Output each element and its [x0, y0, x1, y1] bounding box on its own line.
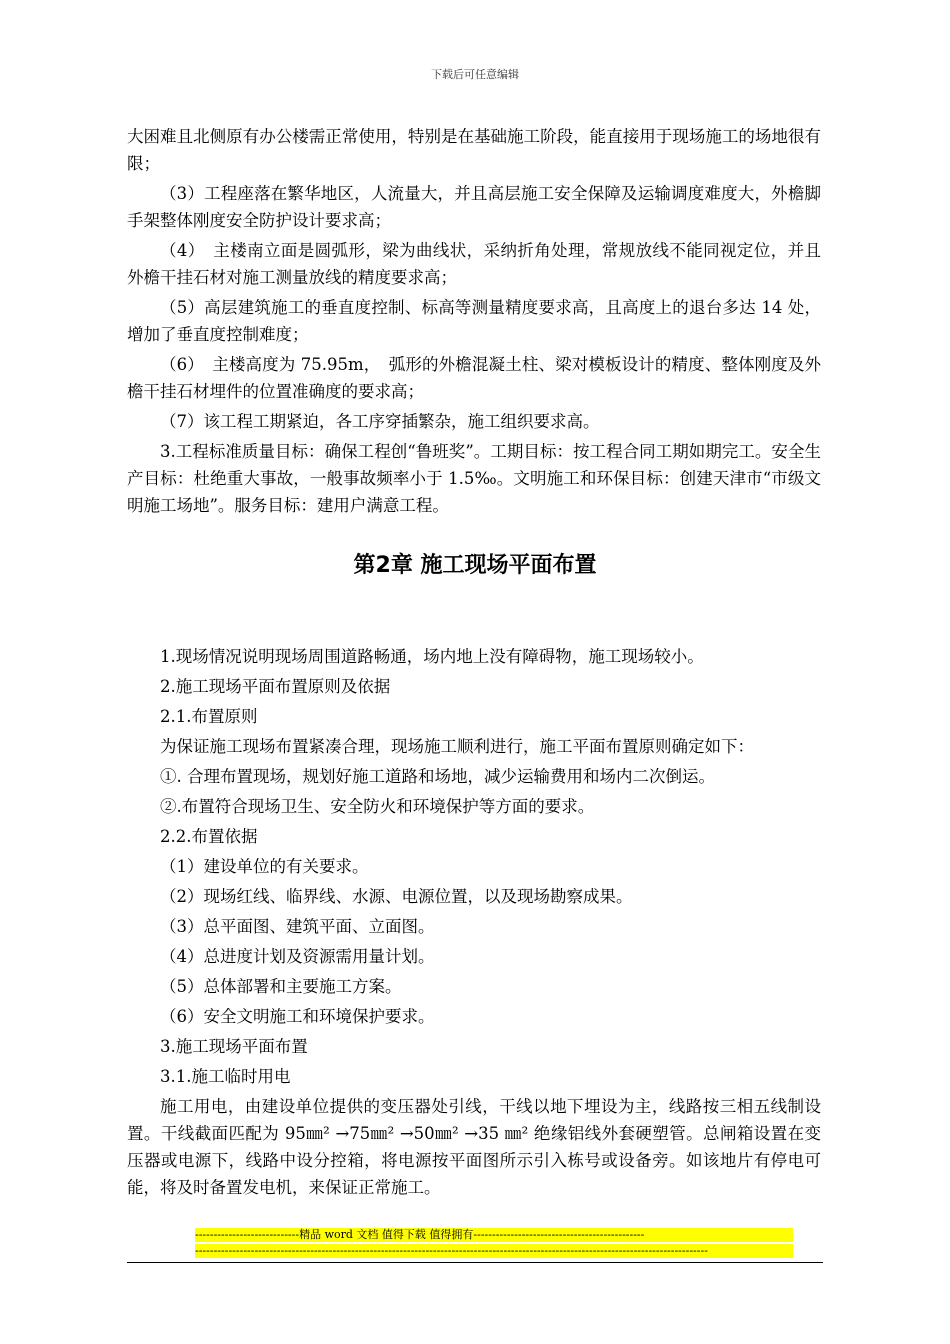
page-header: 下载后可任意编辑 — [431, 68, 519, 81]
paragraph: （3）工程座落在繁华地区，人流量大，并且高层施工安全保障及运输调度难度大，外檐脚手架整体刚度安全防护设计要求高； — [127, 184, 821, 230]
paragraph: 2.1.布置原则 — [160, 707, 258, 726]
paragraph: （4） 主楼南立面是圆弧形，梁为曲线状，采纳折角处理，常规放线不能同视定位，并且外檐干挂石材对施工测量放线的精度要求高； — [127, 241, 821, 287]
paragraph: 3.1.施工临时用电 — [160, 1067, 291, 1086]
body-section-2 — [127, 643, 821, 1204]
paragraph: （5）高层建筑施工的垂直度控制、标高等测量精度要求高，且高度上的退台多达 14 处，增加了垂直度控制难度； — [127, 298, 821, 344]
chapter-title: 第2章 施工现场平面布置 — [353, 553, 597, 578]
body-section-1 — [127, 123, 821, 522]
paragraph: 施工用电，由建设单位提供的变压器处引线，干线以地下埋设为主，线路按三相五线制设置。干线截面匹配为 95㎜² →75㎜² →50㎜² →35 ㎜² 绝缘铝线外套硬塑管。总闸箱设置在变压器或电源下，线路中设分控箱，将电源按平面图所示引入栋号或设备旁。如该地片有停电可能，将及时备置发电机，来保证正常施工。 — [127, 1097, 821, 1197]
paragraph: （1）建设单位的有关要求。 — [160, 857, 369, 876]
paragraph: 3.施工现场平面布置 — [160, 1037, 308, 1056]
paragraph: 1.现场情况说明现场周围道路畅通，场内地上没有障碍物，施工现场较小。 — [160, 647, 704, 666]
footer-rule — [127, 1262, 823, 1263]
paragraph: （3）总平面图、建筑平面、立面图。 — [160, 917, 435, 936]
paragraph: ②.布置符合现场卫生、安全防火和环境保护等方面的要求。 — [160, 797, 595, 816]
footer-banner: ----------------------------精品 word 文档 值得下载 值得拥有---------------------------------------------- — [195, 1228, 793, 1242]
paragraph: 为保证施工现场布置紧凑合理，现场施工顺利进行，施工平面布置原则确定如下： — [160, 737, 754, 756]
paragraph: 2.施工现场平面布置原则及依据 — [160, 677, 391, 696]
paragraph: ①. 合理布置现场，规划好施工道路和场地，减少运输费用和场内二次倒运。 — [160, 767, 715, 786]
paragraph: 2.2.布置依据 — [160, 827, 258, 846]
footer-dashes: ------------------------------------------------------------------------------------------------------------------------------------------ — [195, 1244, 793, 1258]
paragraph: （2）现场红线、临界线、水源、电源位置，以及现场勘察成果。 — [160, 887, 633, 906]
paragraph: （5）总体部署和主要施工方案。 — [160, 977, 402, 996]
paragraph: （4）总进度计划及资源需用量计划。 — [160, 947, 435, 966]
paragraph: 3.工程标准质量目标：确保工程创“鲁班奖”。工期目标：按工程合同工期如期完工。安全生产目标：杜绝重大事故，一般事故频率小于 1.5‰。文明施工和环保目标：创建天津市“市级文明施工场地”。服务目标：建用户满意工程。 — [127, 442, 821, 515]
paragraph: （6） 主楼高度为 75.95m， 弧形的外檐混凝土柱、梁对模板设计的精度、整体刚度及外檐干挂石材埋件的位置准确度的要求高； — [127, 355, 821, 401]
paragraph: 大困难且北侧原有办公楼需正常使用，特别是在基础施工阶段，能直接用于现场施工的场地很有限； — [127, 127, 821, 173]
paragraph: （7）该工程工期紧迫，各工序穿插繁杂，施工组织要求高。 — [160, 412, 600, 431]
paragraph: （6）安全文明施工和环境保护要求。 — [160, 1007, 435, 1026]
